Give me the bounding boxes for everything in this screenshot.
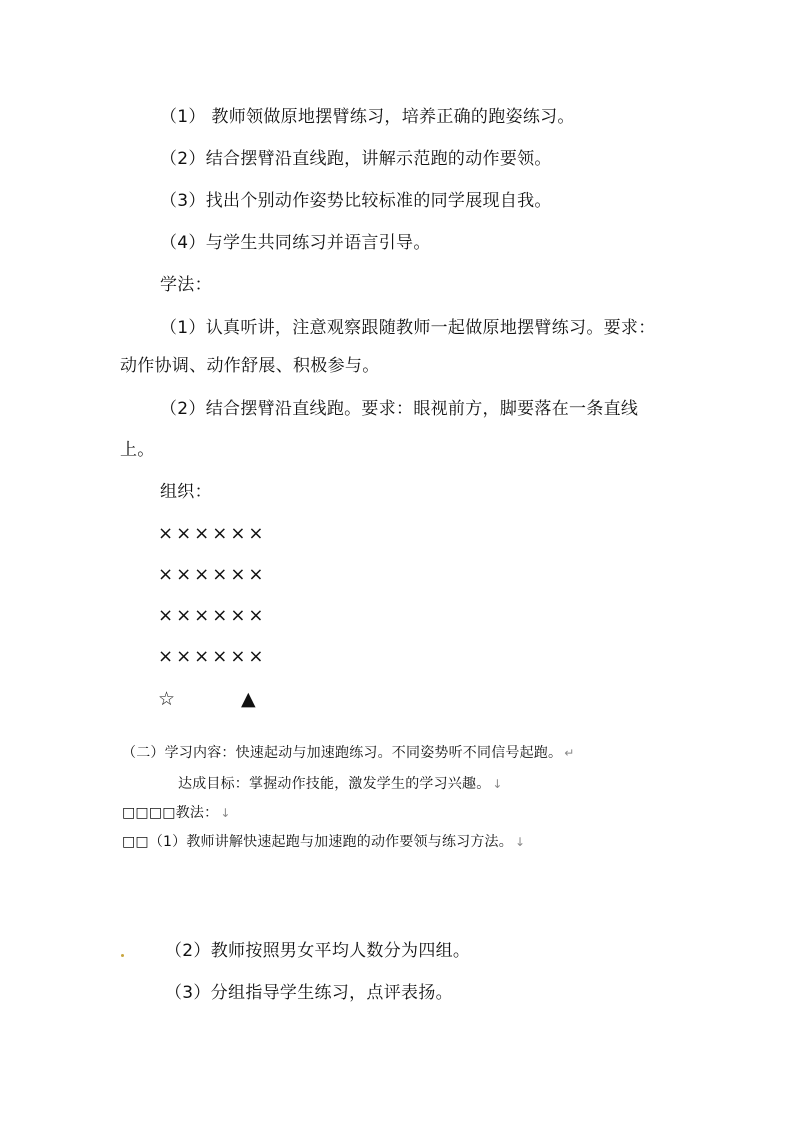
- stray-dot: [121, 954, 124, 957]
- study-heading: 学法：: [160, 275, 212, 295]
- star-icon: ☆: [158, 688, 176, 710]
- section2-step1: [122, 833, 525, 851]
- down-mark: ↓: [514, 835, 526, 849]
- section2-step2: （2）教师按照男女平均人数分为四组。: [165, 941, 471, 961]
- teaching-step-3: （3）找出个别动作姿势比较标准的同学展现自我。: [160, 191, 552, 211]
- study-item-1-line2: 动作协调、动作舒展、积极参与。: [120, 356, 380, 376]
- section2-step3: （3）分组指导学生练习，点评表扬。: [165, 983, 453, 1003]
- formation-row-1: ××××××: [158, 523, 267, 544]
- section2-method-text: □□□□教法：: [122, 805, 219, 821]
- teaching-step-2: （2）结合摆臂沿直线跑，讲解示范跑的动作要领。: [160, 149, 552, 169]
- section2-method: [122, 804, 231, 822]
- section2-content: [122, 744, 574, 762]
- formation-row-4: ××××××: [158, 646, 267, 667]
- return-mark: ↵: [564, 746, 575, 760]
- section2-target-text: 达成目标：掌握动作技能，激发学生的学习兴趣。: [178, 776, 491, 792]
- section2-target: [178, 775, 503, 793]
- study-item-2-line2: 上。: [120, 440, 155, 460]
- teaching-step-1: （1） 教师领做原地摆臂练习，培养正确的跑姿练习。: [160, 107, 575, 127]
- section2-step1-text: □□（1）教师讲解快速起跑与加速跑的动作要领与练习方法。: [122, 834, 513, 850]
- down-mark: ↓: [220, 806, 231, 820]
- down-mark: ↓: [492, 777, 503, 791]
- study-item-2-line1: （2）结合摆臂沿直线跑。要求：眼视前方，脚要落在一条直线: [160, 399, 639, 419]
- formation-row-2: ××××××: [158, 564, 267, 585]
- teaching-step-4: （4）与学生共同练习并语言引导。: [160, 233, 431, 253]
- formation-row-3: ××××××: [158, 605, 267, 626]
- organize-heading: 组织：: [160, 482, 212, 502]
- study-item-1-line1: （1）认真听讲，注意观察跟随教师一起做原地摆臂练习。要求：: [160, 318, 656, 338]
- section2-content-text: （二）学习内容：快速起动与加速跑练习。不同姿势听不同信号起跑。: [122, 745, 563, 761]
- triangle-icon: ▲: [241, 688, 256, 710]
